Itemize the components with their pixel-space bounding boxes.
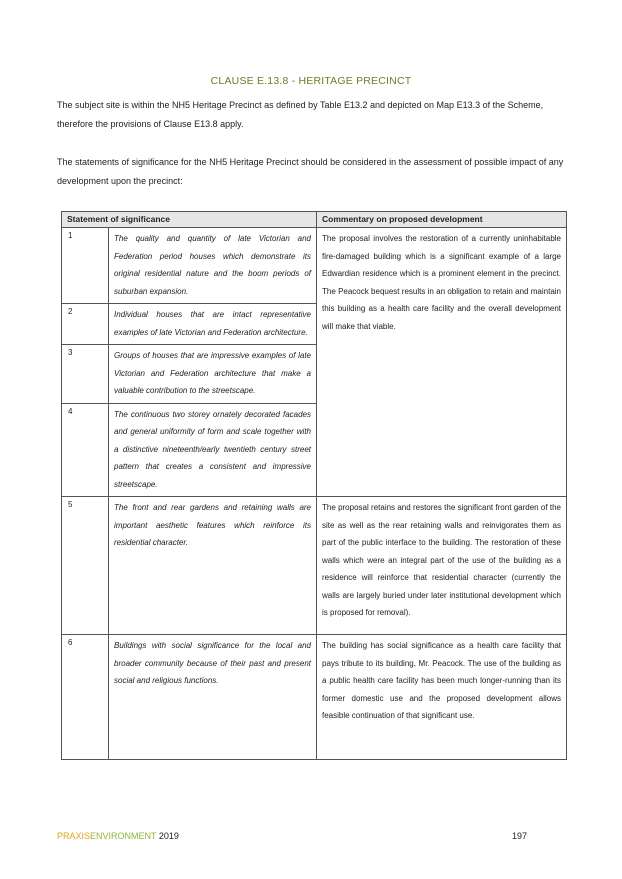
page-title: CLAUSE E.13.8 - HERITAGE PRECINCT bbox=[210, 75, 412, 87]
footer-brand bbox=[57, 831, 179, 841]
intro-paragraph: The subject site is within the NH5 Heritage Precinct as defined by Table E13.2 and depicted on Map E13.3 of the Scheme, therefore the provisions of Clause E13.8 apply. bbox=[57, 100, 544, 129]
page-number: 197 bbox=[512, 831, 528, 841]
footer-year: 2019 bbox=[156, 831, 179, 841]
header-commentary: Commentary on proposed development bbox=[317, 212, 567, 228]
commentary-cell: The proposal involves the restoration of a currently uninhabitable fire-damaged building which is a significant example of a large Edwardian residence which is a prominent element in the precinct. The Peacock bequest results in an obligation to retain and maintain this building as a health care facility and the overall development will make that viable. bbox=[317, 228, 567, 497]
header-statement: Statement of significance bbox=[62, 212, 317, 228]
row-number: 2 bbox=[62, 304, 109, 345]
row-number: 3 bbox=[62, 345, 109, 404]
statement-paragraph: The statements of significance for the NH5 Heritage Precinct should be considered in the assessment of possible impact of any development upon the precinct: bbox=[57, 157, 564, 186]
significance-cell: Buildings with social significance for the local and broader community because of their past and present social and religious functions. bbox=[109, 635, 317, 760]
significance-table bbox=[61, 211, 567, 760]
row-number: 4 bbox=[62, 403, 109, 497]
significance-cell: The front and rear gardens and retaining walls are important aesthetic features which reinforce its residential character. bbox=[109, 497, 317, 635]
table-row bbox=[62, 635, 567, 760]
row-number: 6 bbox=[62, 635, 109, 760]
significance-cell: Groups of houses that are impressive examples of late Victorian and Federation architecture that make a valuable contribution to the streetscape. bbox=[109, 345, 317, 404]
table-row bbox=[62, 497, 567, 635]
brand-environment: ENVIRONMENT bbox=[90, 831, 157, 841]
commentary-cell: The building has social significance as a health care facility that pays tribute to its building, Mr. Peacock. The use of the building as a public health care facility has been much longer-running than its former domestic use and the proposed development allows feasible continuation of that significant use. bbox=[317, 635, 567, 760]
table-header-row bbox=[62, 212, 567, 228]
significance-cell: The quality and quantity of late Victorian and Federation period houses which demonstrate its original residential nature and the boom periods of suburban expansion. bbox=[109, 228, 317, 304]
row-number: 5 bbox=[62, 497, 109, 635]
commentary-cell: The proposal retains and restores the significant front garden of the site as well as the rear retaining walls and reinvigorates them as part of the public interface to the building. The restoration of these walls which were an integral part of the use of the building as a residence will reinforce that residential character (currently the walls are largely buried under later institutional development which is proposed for removal). bbox=[317, 497, 567, 635]
significance-cell: Individual houses that are intact representative examples of late Victorian and Federation architecture. bbox=[109, 304, 317, 345]
significance-cell: The continuous two storey ornately decorated facades and general uniformity of form and scale together with a distinctive nineteenth/early twentieth century street pattern that creates a consistent and impressive streetscape. bbox=[109, 403, 317, 497]
brand-praxis: PRAXIS bbox=[57, 831, 91, 841]
table-row bbox=[62, 228, 567, 304]
row-number: 1 bbox=[62, 228, 109, 304]
